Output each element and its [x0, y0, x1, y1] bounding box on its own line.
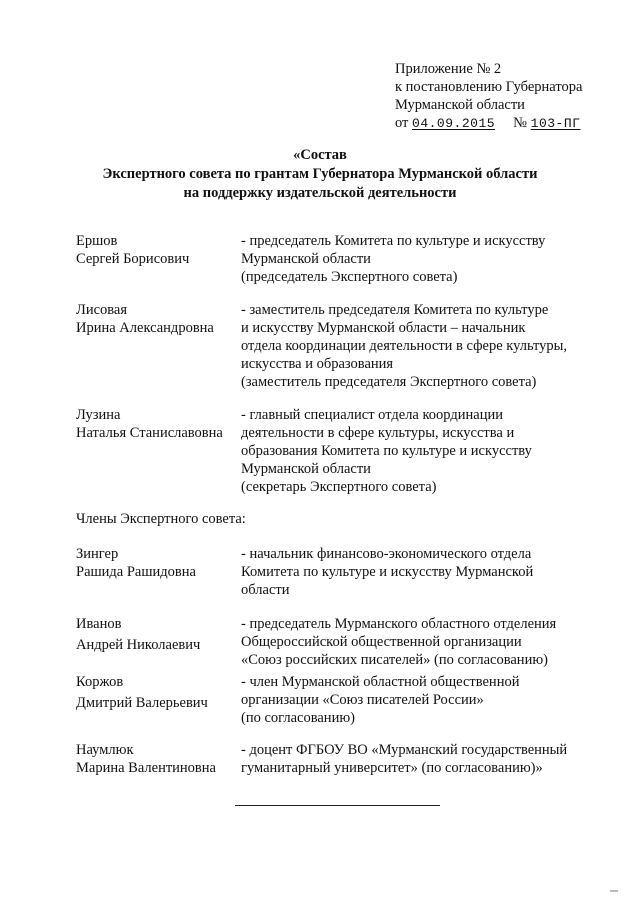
member-role [241, 545, 601, 599]
member-given-names: Наталья Станиславовна [76, 425, 223, 441]
member-name [76, 232, 236, 268]
member-given-names: Ирина Александровна [76, 320, 214, 336]
number-prefix: № [513, 115, 528, 131]
member-role [241, 741, 601, 777]
scan-edge-mark [610, 890, 618, 892]
role-line: образования Комитета по культуре и искусству [241, 443, 532, 459]
member-surname: Коржов [76, 674, 124, 690]
member-name [76, 741, 236, 777]
role-line: (председатель Экспертного совета) [241, 269, 458, 285]
appendix-date-line [395, 114, 635, 133]
member-role [241, 232, 601, 286]
member-name [76, 615, 236, 654]
role-line: - заместитель председателя Комитета по культуре [241, 302, 549, 318]
role-line: - председатель Мурманского областного отделения [241, 616, 557, 632]
member-given-names: Рашида Рашидовна [76, 564, 196, 580]
member-given-names: Марина Валентиновна [76, 760, 216, 776]
role-line: искусства и образования [241, 356, 394, 372]
role-line: (секретарь Экспертного совета) [241, 479, 437, 495]
member-given-names: Сергей Борисович [76, 251, 190, 267]
role-line: (заместитель председателя Экспертного совета) [241, 374, 537, 390]
role-line: Общероссийской общественной организации [241, 634, 522, 650]
appendix-number: Приложение № 2 [395, 61, 502, 77]
member-role [241, 301, 601, 391]
role-line: - член Мурманской областной общественной [241, 674, 520, 690]
title-line-1: «Состав [293, 147, 347, 163]
member-surname: Лузина [76, 407, 121, 423]
member-name [76, 406, 236, 442]
member-surname: Иванов [76, 616, 122, 632]
role-line: - начальник финансово-экономического отдела [241, 546, 532, 562]
role-line: - доцент ФГБОУ ВО «Мурманский государственный [241, 742, 568, 758]
role-line: деятельности в сфере культуры, искусства и [241, 425, 515, 441]
appendix-header [395, 60, 635, 133]
member-surname: Лисовая [76, 302, 128, 318]
member-role [241, 673, 601, 727]
member-given-names: Андрей Николаевич [76, 637, 201, 653]
title-line-2: Экспертного совета по грантам Губернатора Мурманской области [102, 166, 538, 182]
member-surname: Зингер [76, 546, 119, 562]
member-name [76, 301, 236, 337]
title-line-3: на поддержку издательской деятельности [183, 185, 457, 201]
member-surname: Ершов [76, 233, 118, 249]
members-heading: Члены Экспертного совета: [76, 511, 246, 527]
role-line: области [241, 582, 290, 598]
member-name [76, 673, 236, 712]
appendix-region: Мурманской области [395, 97, 525, 113]
decree-number: 103-ПГ [530, 116, 581, 131]
member-role [241, 406, 601, 496]
decree-date: 04.09.2015 [412, 116, 496, 131]
role-line: организации «Союз писателей России» [241, 692, 484, 708]
document-title [70, 146, 570, 203]
closing-rule [235, 805, 440, 806]
member-given-names: Дмитрий Валерьевич [76, 695, 208, 711]
role-line: Мурманской области [241, 251, 371, 267]
appendix-decree-ref: к постановлению Губернатора [395, 79, 583, 95]
role-line: (по согласованию) [241, 710, 355, 726]
date-prefix: от [395, 115, 409, 131]
member-surname: Наумлюк [76, 742, 134, 758]
role-line: - председатель Комитета по культуре и искусству [241, 233, 546, 249]
role-line: гуманитарный университет» (по согласованию)» [241, 760, 543, 776]
role-line: - главный специалист отдела координации [241, 407, 503, 423]
role-line: и искусству Мурманской области – начальник [241, 320, 526, 336]
member-role [241, 615, 601, 669]
role-line: «Союз российских писателей» (по согласованию) [241, 652, 548, 668]
role-line: отдела координации деятельности в сфере культуры, [241, 338, 568, 354]
member-name [76, 545, 236, 581]
role-line: Комитета по культуре и искусству Мурманской [241, 564, 534, 580]
role-line: Мурманской области [241, 461, 371, 477]
